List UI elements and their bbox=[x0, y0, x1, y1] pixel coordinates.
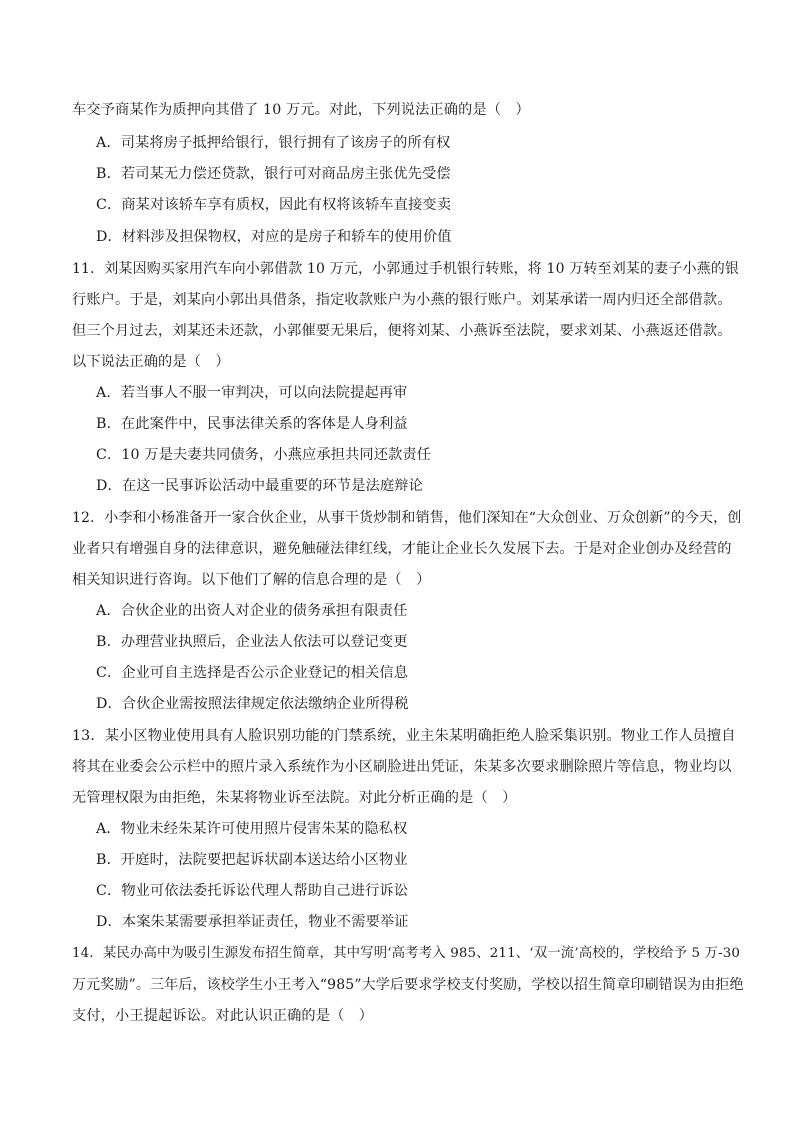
q14-stem-line-2: 万元奖励”。三年后，该校学生小王考入“985”大学后要求学校支付奖励，学校以招生简章印刷错误为由拒绝 bbox=[72, 977, 744, 993]
q11-option-d: D．在这一民事诉讼活动中最重要的环节是法庭辩论 bbox=[96, 478, 423, 494]
q14-stem-line-3: 支付，小王提起诉讼。对此认识正确的是（ ） bbox=[72, 1008, 374, 1024]
q11-option-c: C．10 万是夫妻共同债务，小燕应承担共同还款责任 bbox=[96, 447, 432, 463]
q11-stem-line-4: 以下说法正确的是（ ） bbox=[72, 354, 230, 370]
q14-stem-line-1: 14．某民办高中为吸引生源发布招生简章，其中写明‘高考考入 985、211、‘双一流’高校的，学校给予 5 万-30 bbox=[72, 946, 741, 961]
q10-option-c: C．商某对该轿车享有质权，因此有权将该轿车直接变卖 bbox=[96, 197, 452, 213]
q11-option-b: B．在此案件中，民事法律关系的客体是人身利益 bbox=[96, 416, 408, 432]
q12-stem-line-3: 相关知识进行咨询。以下他们了解的信息合理的是（ ） bbox=[72, 572, 431, 588]
q13-stem-line-1: 13．某小区物业使用具有人脸识别功能的门禁系统，业主朱某明确拒绝人脸采集识别。物业工作人员擅自 bbox=[72, 728, 736, 744]
q13-stem-line-2: 将其在业委会公示栏中的照片录入系统作为小区刷脸进出凭证，朱某多次要求删除照片等信息，物业均以 bbox=[72, 759, 732, 775]
q13-option-b: B．开庭时，法院要把起诉状副本送达给小区物业 bbox=[96, 852, 408, 868]
q12-option-b: B．办理营业执照后，企业法人依法可以登记变更 bbox=[96, 634, 408, 650]
q12-option-c: C．企业可自主选择是否公示企业登记的相关信息 bbox=[96, 665, 409, 681]
q10-option-d: D．材料涉及担保物权，对应的是房子和轿车的使用价值 bbox=[96, 229, 452, 245]
q12-stem-line-2: 业者只有增强自身的法律意识，避免触碰法律红线，才能让企业长久发展下去。于是对企业创办及经营的 bbox=[72, 541, 732, 557]
q13-option-c: C．物业可依法委托诉讼代理人帮助自己进行诉讼 bbox=[96, 883, 409, 899]
q11-option-a: A．若当事人不服一审判决，可以向法院提起再审 bbox=[96, 385, 408, 401]
q10-option-a: A．司某将房子抵押给银行，银行拥有了该房子的所有权 bbox=[96, 135, 451, 151]
q13-option-d: D．本案朱某需要承担举证责任，物业不需要举证 bbox=[96, 914, 409, 930]
q11-stem-line-1: 11．刘某因购买家用汽车向小郭借款 10 万元，小郭通过手机银行转账，将 10 万转至刘某的妻子小燕的银 bbox=[72, 261, 740, 277]
q12-option-d: D．合伙企业需按照法律规定依法缴纳企业所得税 bbox=[96, 696, 409, 712]
q13-stem-line-3: 无管理权限为由拒绝，朱某将物业诉至法院。对此分析正确的是（ ） bbox=[72, 790, 517, 806]
q12-option-a: A．合伙企业的出资人对企业的债务承担有限责任 bbox=[96, 603, 408, 619]
q13-option-a: A．物业未经朱某许可使用照片侵害朱某的隐私权 bbox=[96, 821, 408, 837]
q11-stem-line-2: 行账户。于是，刘某向小郭出具借条，指定收款账户为小燕的银行账户。刘某承诺一周内归还全部借款。 bbox=[72, 292, 732, 308]
q10-stem-line: 车交予商某作为质押向其借了 10 万元。对此，下列说法正确的是（ ） bbox=[72, 102, 530, 118]
q10-option-b: B．若司某无力偿还贷款，银行可对商品房主张优先受偿 bbox=[96, 166, 451, 182]
q12-stem-line-1: 12．小李和小杨准备开一家合伙企业，从事干货炒制和销售，他们深知在“大众创业、万众创新”的今天，创 bbox=[72, 510, 742, 526]
q11-stem-line-3: 但三个月过去，刘某还未还款，小郭催要无果后，便将刘某、小燕诉至法院，要求刘某、小燕返还借款。 bbox=[72, 323, 732, 339]
